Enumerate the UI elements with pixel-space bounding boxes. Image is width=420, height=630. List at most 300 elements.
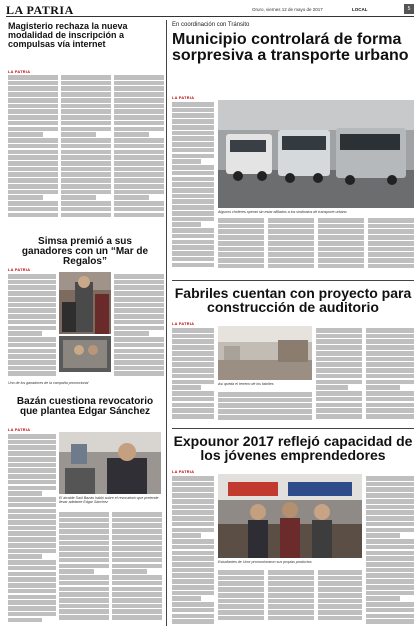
body-text-line bbox=[112, 552, 162, 557]
body-text-line bbox=[366, 551, 414, 556]
body-text-line bbox=[366, 614, 414, 619]
body-text-line bbox=[8, 503, 56, 508]
body-text-line bbox=[218, 218, 264, 223]
body-text-line bbox=[112, 564, 162, 569]
body-text-line bbox=[172, 397, 214, 402]
body-text-line bbox=[172, 516, 214, 521]
municipio-column-3 bbox=[268, 218, 314, 270]
body-text-line bbox=[172, 551, 214, 556]
body-text-line bbox=[61, 81, 111, 86]
body-text-line bbox=[172, 562, 214, 567]
body-text-line bbox=[366, 397, 414, 402]
body-text-line bbox=[268, 610, 314, 615]
body-text-line bbox=[59, 564, 109, 569]
body-text-line bbox=[114, 109, 164, 114]
magisterio-column-3 bbox=[114, 75, 164, 220]
body-text-line bbox=[172, 408, 214, 413]
body-text-line bbox=[366, 499, 414, 504]
body-text-line bbox=[61, 144, 111, 149]
body-text-line bbox=[318, 258, 364, 263]
body-text-line bbox=[59, 518, 109, 523]
body-text-line bbox=[112, 569, 147, 574]
body-text-line bbox=[61, 98, 111, 103]
body-text-line bbox=[268, 604, 314, 609]
body-text-line bbox=[114, 371, 164, 376]
body-text-line bbox=[172, 522, 214, 527]
body-text-line bbox=[114, 213, 164, 218]
body-text-line bbox=[112, 587, 162, 592]
body-text-line bbox=[316, 408, 362, 413]
body-text-line bbox=[8, 560, 56, 565]
body-text-line bbox=[318, 616, 362, 621]
body-text-line bbox=[172, 108, 214, 113]
body-text-line bbox=[218, 581, 264, 586]
simsa-column-2 bbox=[114, 274, 164, 379]
body-text-line bbox=[318, 593, 362, 598]
body-text-line bbox=[59, 535, 109, 540]
body-text-line bbox=[172, 602, 214, 607]
body-text-line bbox=[366, 351, 414, 356]
body-text-line bbox=[268, 229, 314, 234]
section-label: LOCAL bbox=[352, 7, 368, 12]
body-text-line bbox=[114, 132, 149, 137]
body-text-line bbox=[8, 451, 56, 456]
body-text-line bbox=[366, 545, 414, 550]
body-text-line bbox=[8, 526, 56, 531]
body-text-line bbox=[61, 75, 111, 80]
body-text-line bbox=[366, 374, 414, 379]
body-text-line bbox=[218, 264, 264, 269]
body-text-line bbox=[172, 528, 214, 533]
body-text-line bbox=[268, 570, 314, 575]
body-text-line bbox=[268, 264, 314, 269]
bazan-photo bbox=[59, 432, 161, 494]
bazan-column-2 bbox=[59, 512, 109, 626]
body-text-line bbox=[114, 207, 164, 212]
body-text-line bbox=[172, 222, 201, 227]
body-text-line bbox=[368, 241, 414, 246]
body-text-line bbox=[114, 360, 164, 365]
body-text-line bbox=[218, 409, 312, 414]
body-text-line bbox=[61, 161, 111, 166]
body-text-line bbox=[318, 229, 364, 234]
expounor-photo bbox=[218, 474, 362, 558]
body-text-line bbox=[366, 357, 414, 362]
body-text-line bbox=[8, 314, 56, 319]
body-text-line bbox=[61, 104, 111, 109]
body-text-line bbox=[8, 618, 42, 623]
body-text-line bbox=[316, 414, 362, 419]
body-text-line bbox=[8, 554, 42, 559]
body-text-line bbox=[114, 331, 149, 336]
body-text-line bbox=[59, 552, 109, 557]
body-text-line bbox=[172, 159, 201, 164]
body-text-line bbox=[8, 308, 56, 313]
body-text-line bbox=[172, 142, 214, 147]
body-text-line bbox=[172, 487, 214, 492]
body-text-line bbox=[8, 201, 58, 206]
body-text-line bbox=[172, 505, 214, 510]
body-text-line bbox=[172, 533, 201, 538]
body-text-line bbox=[59, 523, 109, 528]
body-text-line bbox=[172, 573, 214, 578]
body-text-line bbox=[316, 357, 362, 362]
body-text-line bbox=[172, 351, 214, 356]
body-text-line bbox=[114, 274, 164, 279]
body-text-line bbox=[366, 487, 414, 492]
body-text-line bbox=[172, 619, 214, 624]
body-text-line bbox=[114, 291, 164, 296]
body-text-line bbox=[268, 247, 314, 252]
body-text-line bbox=[172, 113, 214, 118]
body-text-line bbox=[172, 545, 214, 550]
body-text-line bbox=[8, 520, 56, 525]
body-text-line bbox=[318, 604, 362, 609]
body-text-line bbox=[112, 541, 162, 546]
body-text-line bbox=[8, 86, 58, 91]
body-text-line bbox=[114, 354, 164, 359]
body-text-line bbox=[366, 493, 414, 498]
body-text-line bbox=[8, 75, 58, 80]
body-text-line bbox=[8, 531, 56, 536]
body-text-line bbox=[172, 148, 214, 153]
body-text-line bbox=[8, 121, 58, 126]
body-text-line bbox=[59, 541, 109, 546]
expounor-column-1 bbox=[172, 476, 214, 626]
body-text-line bbox=[114, 285, 164, 290]
body-text-line bbox=[172, 585, 214, 590]
body-text-line bbox=[61, 201, 111, 206]
body-text-line bbox=[59, 592, 109, 597]
body-text-line bbox=[268, 224, 314, 229]
body-text-line bbox=[218, 392, 312, 397]
body-text-line bbox=[172, 228, 214, 233]
body-text-line bbox=[172, 579, 214, 584]
body-text-line bbox=[8, 480, 56, 485]
body-text-line bbox=[112, 615, 162, 620]
body-text-line bbox=[61, 121, 111, 126]
body-text-line bbox=[114, 121, 164, 126]
divider-fabriles bbox=[172, 280, 414, 281]
body-text-line bbox=[114, 81, 164, 86]
body-text-line bbox=[8, 343, 56, 348]
body-text-line bbox=[8, 132, 43, 137]
body-text-line bbox=[268, 599, 314, 604]
body-text-line bbox=[8, 161, 58, 166]
body-text-line bbox=[8, 600, 56, 605]
body-text-line bbox=[318, 599, 362, 604]
body-text-line bbox=[366, 522, 414, 527]
body-text-line bbox=[366, 562, 414, 567]
body-text-line bbox=[114, 104, 164, 109]
body-text-line bbox=[172, 240, 214, 245]
body-text-line bbox=[114, 161, 164, 166]
masthead bbox=[6, 3, 414, 17]
body-text-line bbox=[218, 235, 264, 240]
body-text-line bbox=[318, 610, 362, 615]
body-text-line bbox=[8, 280, 56, 285]
body-text-line bbox=[8, 486, 56, 491]
body-text-line bbox=[172, 125, 214, 130]
body-text-line bbox=[368, 264, 414, 269]
body-text-line bbox=[172, 177, 214, 182]
body-text-line bbox=[316, 374, 362, 379]
municipio-column-2 bbox=[218, 218, 264, 270]
body-text-line bbox=[172, 234, 214, 239]
body-text-line bbox=[218, 610, 264, 615]
body-text-line bbox=[172, 476, 214, 481]
body-text-line bbox=[114, 138, 164, 143]
body-text-line bbox=[268, 616, 314, 621]
body-text-line bbox=[112, 523, 162, 528]
body-text-line bbox=[366, 602, 414, 607]
body-text-line bbox=[114, 308, 164, 313]
simsa-signature: LA PATRIA bbox=[8, 268, 31, 272]
body-text-line bbox=[366, 408, 414, 413]
body-text-line bbox=[316, 397, 362, 402]
body-text-line bbox=[8, 150, 58, 155]
body-text-line bbox=[316, 345, 362, 350]
body-text-line bbox=[172, 263, 214, 268]
body-text-line bbox=[172, 171, 214, 176]
body-text-line bbox=[8, 595, 56, 600]
body-text-line bbox=[114, 115, 164, 120]
body-text-line bbox=[172, 608, 214, 613]
body-text-line bbox=[268, 576, 314, 581]
body-text-line bbox=[112, 512, 162, 517]
body-text-line bbox=[172, 165, 214, 170]
body-text-line bbox=[8, 589, 56, 594]
body-text-line bbox=[218, 415, 312, 420]
body-text-line bbox=[366, 528, 414, 533]
body-text-line bbox=[8, 167, 58, 172]
simsa-headline: Simsa premió a sus ganadores con un “Mar de Regalos” bbox=[21, 236, 149, 268]
body-text-line bbox=[368, 235, 414, 240]
municipio-photo bbox=[218, 100, 414, 208]
body-text-line bbox=[366, 362, 414, 367]
bazan-signature: LA PATRIA bbox=[8, 428, 31, 432]
body-text-line bbox=[366, 414, 414, 419]
body-text-line bbox=[8, 583, 56, 588]
body-text-line bbox=[8, 297, 56, 302]
body-text-line bbox=[318, 264, 364, 269]
fabriles-headline: Fabriles cuentan con proyecto para construcción de auditorio bbox=[174, 285, 412, 316]
body-text-line bbox=[114, 184, 164, 189]
body-text-line bbox=[8, 572, 56, 577]
body-text-line bbox=[114, 366, 164, 371]
body-text-line bbox=[318, 576, 362, 581]
body-text-line bbox=[172, 385, 201, 390]
body-text-line bbox=[61, 92, 111, 97]
expounor-signature: LA PATRIA bbox=[172, 470, 195, 474]
body-text-line bbox=[59, 558, 109, 563]
body-text-line bbox=[8, 207, 58, 212]
expounor-column-2 bbox=[218, 570, 264, 626]
body-text-line bbox=[366, 380, 414, 385]
body-text-line bbox=[114, 92, 164, 97]
body-text-line bbox=[114, 280, 164, 285]
body-text-line bbox=[8, 155, 58, 160]
body-text-line bbox=[114, 201, 164, 206]
body-text-line bbox=[114, 178, 164, 183]
body-text-line bbox=[114, 150, 164, 155]
magisterio-signature: LA PATRIA bbox=[8, 70, 31, 74]
body-text-line bbox=[366, 345, 414, 350]
body-text-line bbox=[8, 606, 56, 611]
expounor-column-3 bbox=[268, 570, 314, 626]
expounor-column-4 bbox=[318, 570, 362, 626]
body-text-line bbox=[112, 609, 162, 614]
body-text-line bbox=[112, 535, 162, 540]
body-text-line bbox=[366, 476, 414, 481]
body-text-line bbox=[8, 474, 56, 479]
body-text-line bbox=[172, 345, 214, 350]
body-text-line bbox=[61, 150, 111, 155]
body-text-line bbox=[114, 343, 164, 348]
body-text-line bbox=[316, 380, 362, 385]
body-text-line bbox=[114, 127, 164, 132]
body-text-line bbox=[8, 190, 58, 195]
body-text-line bbox=[8, 195, 43, 200]
body-text-line bbox=[112, 529, 162, 534]
body-text-line bbox=[61, 127, 111, 132]
body-text-line bbox=[114, 320, 164, 325]
body-text-line bbox=[172, 539, 214, 544]
body-text-line bbox=[268, 581, 314, 586]
body-text-line bbox=[8, 509, 56, 514]
body-text-line bbox=[8, 172, 58, 177]
body-text-line bbox=[114, 297, 164, 302]
body-text-line bbox=[112, 575, 162, 580]
body-text-line bbox=[8, 491, 42, 496]
body-text-line bbox=[218, 616, 264, 621]
body-text-line bbox=[8, 445, 56, 450]
body-text-line bbox=[218, 570, 264, 575]
body-text-line bbox=[316, 391, 362, 396]
body-text-line bbox=[268, 587, 314, 592]
body-text-line bbox=[59, 604, 109, 609]
body-text-line bbox=[8, 514, 56, 519]
body-text-line bbox=[316, 328, 362, 333]
body-text-line bbox=[368, 247, 414, 252]
body-text-line bbox=[114, 155, 164, 160]
body-text-line bbox=[366, 591, 414, 596]
body-text-line bbox=[59, 615, 109, 620]
magisterio-column-2 bbox=[61, 75, 111, 220]
body-text-line bbox=[172, 414, 214, 419]
body-text-line bbox=[366, 608, 414, 613]
body-text-line bbox=[59, 575, 109, 580]
column-divider bbox=[166, 20, 167, 626]
body-text-line bbox=[172, 194, 214, 199]
body-text-line bbox=[172, 482, 214, 487]
municipio-signature: LA PATRIA bbox=[172, 96, 195, 100]
body-text-line bbox=[318, 252, 364, 257]
body-text-line bbox=[218, 224, 264, 229]
body-text-line bbox=[8, 566, 56, 571]
expounor-caption: Estudiantes de Unor promocionaron sus propias productos bbox=[218, 560, 312, 564]
body-text-line bbox=[61, 195, 96, 200]
body-text-line bbox=[218, 252, 264, 257]
fabriles-column-4 bbox=[218, 392, 312, 423]
body-text-line bbox=[61, 167, 111, 172]
body-text-line bbox=[114, 326, 164, 331]
body-text-line bbox=[8, 366, 56, 371]
body-text-line bbox=[61, 178, 111, 183]
body-text-line bbox=[112, 518, 162, 523]
body-text-line bbox=[8, 349, 56, 354]
page-number: 5 bbox=[404, 4, 414, 14]
body-text-line bbox=[172, 154, 214, 159]
body-text-line bbox=[218, 229, 264, 234]
body-text-line bbox=[218, 576, 264, 581]
body-text-line bbox=[8, 543, 56, 548]
body-text-line bbox=[316, 339, 362, 344]
body-text-line bbox=[318, 235, 364, 240]
body-text-line bbox=[59, 581, 109, 586]
body-text-line bbox=[268, 593, 314, 598]
body-text-line bbox=[61, 213, 111, 218]
municipio-column-1 bbox=[172, 102, 214, 270]
body-text-line bbox=[268, 258, 314, 263]
body-text-line bbox=[61, 155, 111, 160]
body-text-line bbox=[268, 235, 314, 240]
body-text-line bbox=[112, 598, 162, 603]
body-text-line bbox=[61, 109, 111, 114]
body-text-line bbox=[8, 109, 58, 114]
body-text-line bbox=[172, 362, 214, 367]
body-text-line bbox=[316, 362, 362, 367]
body-text-line bbox=[366, 556, 414, 561]
body-text-line bbox=[172, 334, 214, 339]
fabriles-column-2 bbox=[316, 328, 362, 423]
body-text-line bbox=[114, 349, 164, 354]
body-text-line bbox=[316, 351, 362, 356]
body-text-line bbox=[218, 398, 312, 403]
magisterio-headline: Magisterio rechaza la nueva modalidad de inscripción a compulsas vía internet bbox=[8, 21, 128, 50]
body-text-line bbox=[318, 218, 364, 223]
fabriles-signature: LA PATRIA bbox=[172, 322, 195, 326]
body-text-line bbox=[318, 587, 362, 592]
body-text-line bbox=[172, 510, 214, 515]
body-text-line bbox=[218, 587, 264, 592]
body-text-line bbox=[172, 245, 214, 250]
body-text-line bbox=[366, 482, 414, 487]
body-text-line bbox=[61, 132, 96, 137]
body-text-line bbox=[172, 339, 214, 344]
body-text-line bbox=[366, 533, 400, 538]
body-text-line bbox=[268, 252, 314, 257]
body-text-line bbox=[172, 568, 214, 573]
body-text-line bbox=[172, 596, 201, 601]
body-text-line bbox=[114, 98, 164, 103]
body-text-line bbox=[8, 434, 56, 439]
body-text-line bbox=[114, 75, 164, 80]
body-text-line bbox=[316, 385, 348, 390]
body-text-line bbox=[61, 190, 111, 195]
body-text-line bbox=[114, 144, 164, 149]
body-text-line bbox=[366, 596, 400, 601]
body-text-line bbox=[318, 570, 362, 575]
body-text-line bbox=[172, 211, 214, 216]
body-text-line bbox=[8, 326, 56, 331]
body-text-line bbox=[114, 167, 164, 172]
body-text-line bbox=[318, 241, 364, 246]
body-text-line bbox=[172, 614, 214, 619]
body-text-line bbox=[172, 328, 214, 333]
newspaper-logo: LA PATRIA bbox=[6, 3, 74, 17]
body-text-line bbox=[172, 136, 214, 141]
